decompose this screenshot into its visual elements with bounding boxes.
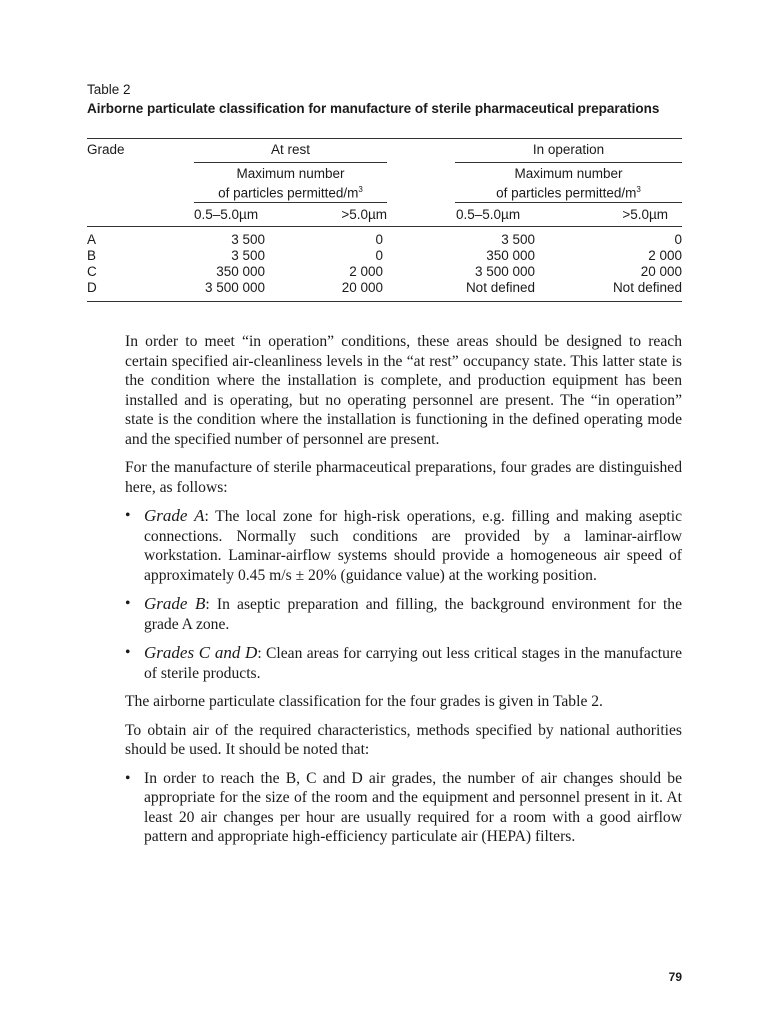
row-rest-small: 3 500 xyxy=(231,232,265,247)
table-bottom-rule xyxy=(87,301,682,302)
row-grade: D xyxy=(87,280,97,295)
in-operation-header: In operation xyxy=(532,142,605,157)
table-top-rule xyxy=(87,138,682,139)
bullet-icon: • xyxy=(125,507,131,524)
paragraph: The airborne particulate classification for the four grades is given in Table 2. xyxy=(125,693,603,710)
row-rest-small: 350 000 xyxy=(216,264,265,279)
row-op-small: Not defined xyxy=(465,280,535,295)
row-rest-large: 2 000 xyxy=(349,264,383,279)
grade-term: Grades C and D xyxy=(144,643,258,662)
at-rest-max-line2: of particles permitted/$m^3$ xyxy=(218,185,363,201)
bullet-icon: • xyxy=(125,769,131,787)
row-rest-large: 0 xyxy=(375,232,383,247)
grade-term: Grade B xyxy=(144,594,206,613)
at-rest-header: At rest xyxy=(270,142,310,157)
row-grade: A xyxy=(87,232,97,247)
list-item xyxy=(125,643,682,683)
in-operation-subrule xyxy=(455,202,682,203)
page-number: 79 xyxy=(668,970,682,984)
table-header-rule xyxy=(87,226,682,227)
bullet-icon: • xyxy=(125,644,131,661)
in-operation-max-line2: of particles permitted/$m^3$ xyxy=(496,185,641,201)
paragraph: To obtain air of the required characteristics, methods specified by national authorities should be used. It should be noted that: xyxy=(125,721,682,758)
row-rest-large: 20 000 xyxy=(341,280,383,295)
row-rest-small: 3 500 000 xyxy=(204,280,265,295)
grade-term: Grade A xyxy=(144,506,205,525)
at-rest-rule xyxy=(194,162,387,163)
grade-header: Grade xyxy=(87,142,125,157)
row-op-large: Not defined xyxy=(612,280,682,295)
paragraph: In order to meet “in operation” conditions, these areas should be designed to reach certain specified air-cleanliness levels in the “at rest” occupancy state. This latter state is the condition where the installation is complete, and production equipment has been installed and is operating, but no operating personnel are present. The “in operation” state is the condition where the installation is functioning in the defined operating mode and the specified number of personnel are present. xyxy=(125,333,682,448)
row-op-large: 20 000 xyxy=(640,264,682,279)
at-rest-large-col: >5.0µm xyxy=(341,207,387,222)
row-grade: B xyxy=(87,248,97,263)
in-operation-large-col: >5.0µm xyxy=(622,207,668,222)
row-op-small: 350 000 xyxy=(486,248,535,263)
row-op-small: 3 500 000 xyxy=(474,264,535,279)
at-rest-small-col: 0.5–5.0µm xyxy=(194,207,259,222)
at-rest-max-line1: Maximum number xyxy=(236,166,345,181)
at-rest-subrule xyxy=(194,202,387,203)
grade-description: : The local zone for high-risk operations, e.g. filling and making aseptic connections. Normally such conditions are provided by a laminar-airflow workstation. Laminar-airflow systems should provide a homogeneous air speed of approximately 0.45 m/s ± 20% (guidance value) at the working position. xyxy=(144,508,682,584)
list-item xyxy=(125,506,682,585)
table-title: Airborne particulate classification for manufacture of sterile pharmaceutical preparations xyxy=(87,101,660,116)
row-op-small: 3 500 xyxy=(501,232,535,247)
in-operation-small-col: 0.5–5.0µm xyxy=(456,207,521,222)
list-item-text: In order to reach the B, C and D air grades, the number of air changes should be appropriate for the size of the room and the equipment and personnel present in it. At least 20 air changes per hour are usually required for a room with a good airflow pattern and appropriate high-efficiency particulate air (HEPA) filters. xyxy=(144,769,682,845)
body-text xyxy=(125,332,682,856)
grade-description: : Clean areas for carrying out less critical stages in the manufacture of sterile products. xyxy=(144,645,683,682)
row-op-large: 2 000 xyxy=(648,248,682,263)
list-item xyxy=(125,594,682,634)
table-label: Table 2 xyxy=(87,82,131,97)
row-grade: C xyxy=(87,264,97,279)
paragraph: For the manufacture of sterile pharmaceutical preparations, four grades are distinguished here, as follows: xyxy=(125,459,682,496)
grade-description: : In aseptic preparation and filling, the background environment for the grade A zone. xyxy=(144,596,683,633)
in-operation-rule xyxy=(455,162,682,163)
in-operation-max-line1: Maximum number xyxy=(514,166,623,181)
row-rest-large: 0 xyxy=(375,248,383,263)
row-rest-small: 3 500 xyxy=(231,248,265,263)
row-op-large: 0 xyxy=(674,232,682,247)
list-item xyxy=(125,769,682,847)
bullet-icon: • xyxy=(125,595,131,612)
